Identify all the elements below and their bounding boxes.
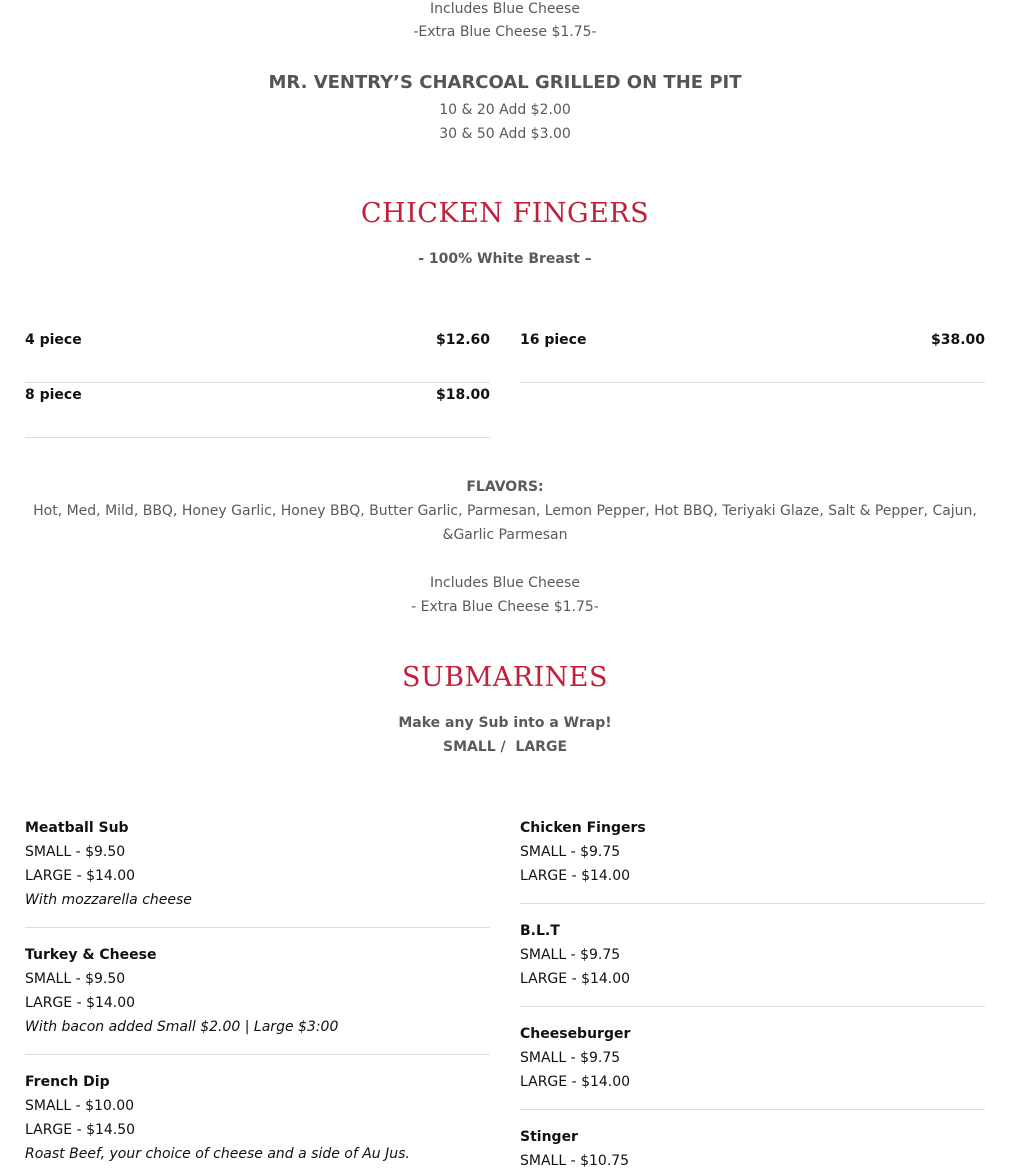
item-price: $12.60: [435, 332, 490, 348]
sub-item-blt: [520, 919, 985, 1007]
chicken-fingers-heading: CHICKEN FINGERS: [360, 198, 650, 229]
sub-item-chicken-fingers: [520, 816, 985, 904]
extra-blue-cheese-text: - Extra Blue Cheese $1.75-: [411, 599, 599, 615]
sub-item-french-dip: [25, 1070, 490, 1173]
sub-large-price: LARGE - $14.00: [25, 868, 136, 884]
sub-note: With mozzarella cheese: [25, 892, 192, 908]
sub-small-price: SMALL - $9.50: [25, 844, 126, 860]
sub-note: Roast Beef, your choice of cheese and a side of Au Jus.: [25, 1146, 410, 1162]
submarines-heading: SUBMARINES: [401, 662, 609, 693]
sub-large-price: LARGE - $14.50: [25, 1122, 136, 1138]
sub-item-meatball: [25, 816, 490, 928]
item-price: $38.00: [930, 332, 985, 348]
flavors-label: FLAVORS:: [466, 479, 544, 495]
size-legend: SMALL / LARGE: [442, 739, 568, 755]
sub-item-cheeseburger: [520, 1022, 985, 1110]
sub-item-stinger: [520, 1125, 985, 1173]
item-name: 16 piece: [520, 332, 587, 348]
sub-name: Meatball Sub: [25, 820, 129, 836]
sub-small-price: SMALL - $9.75: [520, 1050, 621, 1066]
sub-small-price: SMALL - $10.00: [25, 1098, 135, 1114]
sub-small-price: SMALL - $10.75: [520, 1153, 630, 1169]
extra-blue-cheese-text: -Extra Blue Cheese $1.75-: [413, 24, 597, 40]
grill-line-2: 30 & 50 Add $3.00: [439, 126, 571, 142]
sub-note: With bacon added Small $2.00 | Large $3:00: [25, 1019, 339, 1035]
sub-large-price: LARGE - $14.00: [25, 995, 136, 1011]
sub-name: Chicken Fingers: [520, 820, 646, 836]
wrap-note: Make any Sub into a Wrap!: [398, 715, 612, 731]
price-row-4-piece: [25, 328, 490, 383]
item-price: $18.00: [435, 387, 490, 403]
sub-large-price: LARGE - $14.00: [520, 868, 631, 884]
includes-blue-cheese-text: Includes Blue Cheese: [430, 575, 580, 591]
grill-line-1: 10 & 20 Add $2.00: [439, 102, 571, 118]
sub-large-price: LARGE - $14.00: [520, 1074, 631, 1090]
price-row-8-piece: [25, 383, 490, 438]
chicken-fingers-subtitle: - 100% White Breast –: [418, 251, 592, 267]
item-name: 4 piece: [25, 332, 82, 348]
sub-item-turkey-cheese: [25, 943, 490, 1055]
sub-name: B.L.T: [520, 923, 560, 939]
flavors-list: Hot, Med, Mild, BBQ, Honey Garlic, Honey BBQ, Butter Garlic, Parmesan, Lemon Pepper, Hot BBQ, Teriyaki Glaze, Salt & Pepper, Cajun, &Garlic Parmesan: [33, 503, 977, 543]
sub-name: Cheeseburger: [520, 1026, 631, 1042]
grill-heading: MR. VENTRY’S CHARCOAL GRILLED ON THE PIT: [268, 72, 742, 93]
sub-large-price: LARGE - $14.00: [520, 971, 631, 987]
price-row-16-piece: [520, 328, 985, 383]
sub-name: Turkey & Cheese: [25, 947, 157, 963]
item-name: 8 piece: [25, 387, 82, 403]
sub-name: Stinger: [520, 1129, 578, 1145]
sub-name: French Dip: [25, 1074, 110, 1090]
sub-small-price: SMALL - $9.50: [25, 971, 126, 987]
includes-blue-cheese-text: Includes Blue Cheese: [430, 1, 580, 17]
sub-small-price: SMALL - $9.75: [520, 947, 621, 963]
sub-small-price: SMALL - $9.75: [520, 844, 621, 860]
